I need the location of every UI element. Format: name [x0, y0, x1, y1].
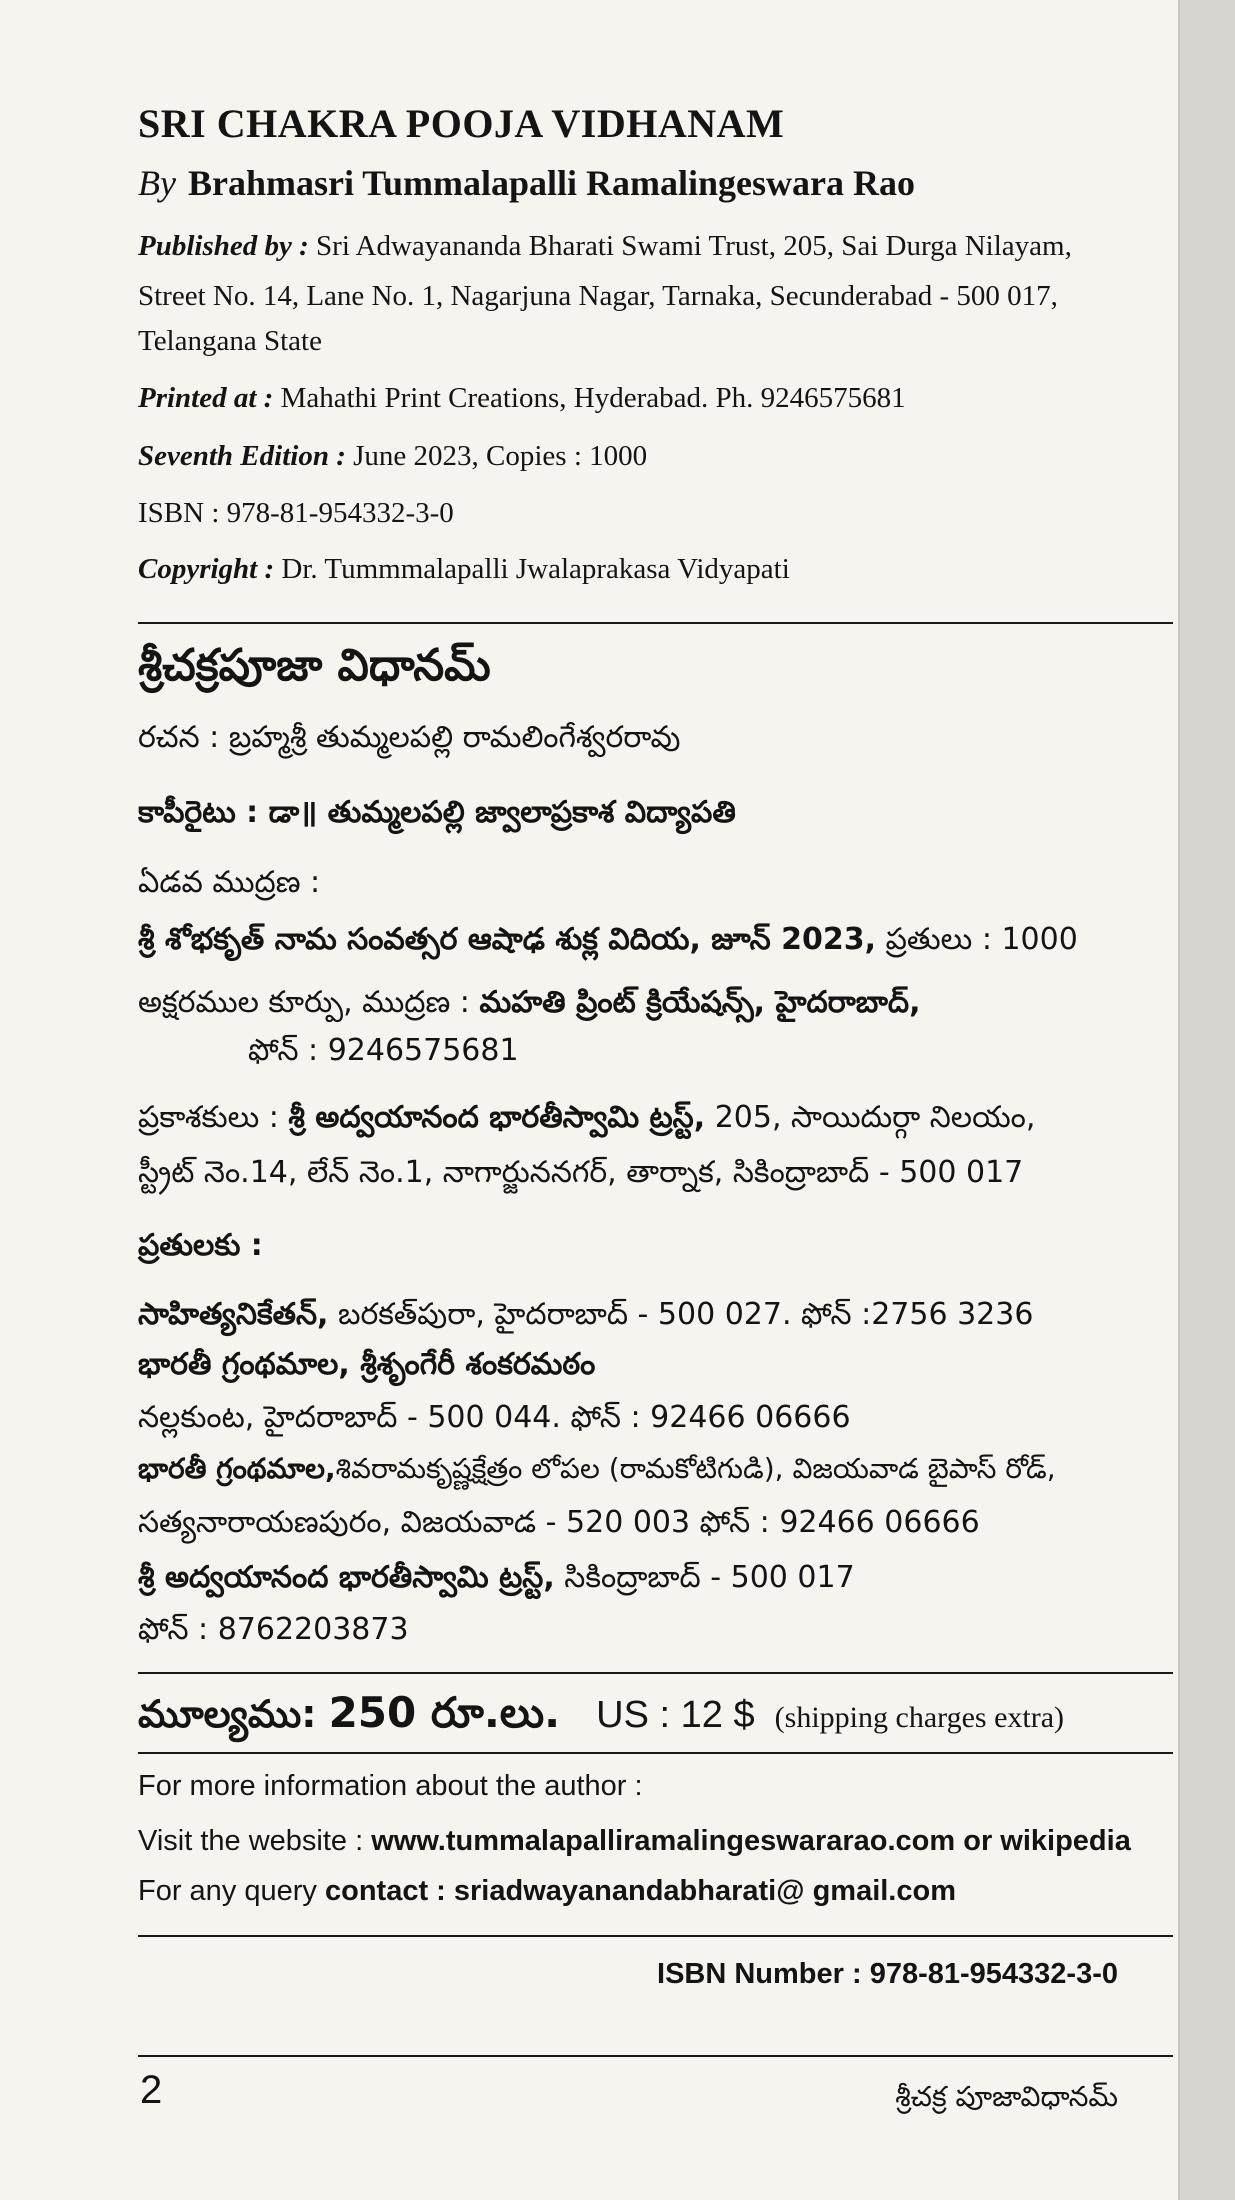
- published-state: Telangana State: [138, 325, 322, 357]
- divider: [138, 2055, 1173, 2057]
- website-url: www.tummalapalliramalingeswararao.com or wikipedia: [371, 1825, 1131, 1857]
- divider: [138, 1935, 1173, 1937]
- published-value: Sri Adwayananda Bharati Swami Trust, 205, Sai Durga Nilayam,: [316, 230, 1072, 262]
- price-line: [138, 1688, 1064, 1748]
- distributor-4: [138, 1560, 855, 1602]
- telugu-edition-label: ఏడవ ముద్రణ :: [138, 865, 321, 900]
- telugu-copies-heading: [138, 1228, 263, 1270]
- distributor-1-address: బరకత్‌పురా, హైదరాబాద్ - 500 027. ఫోన్ :2756 3236: [337, 1297, 1034, 1332]
- isbn-line: ISBN : 978-81-954332-3-0: [138, 497, 454, 529]
- divider: [138, 1752, 1173, 1754]
- running-title: శ్రీచక్ర పూజావిధానమ్: [895, 2080, 1118, 2113]
- printed-line: [138, 382, 906, 415]
- contact-email: sriadwayanandabharati@ gmail.com: [453, 1875, 956, 1907]
- telugu-edition-date: శ్రీ శోభకృత్ నామ సంవత్సర ఆషాఢ శుక్ల విదియ, జూన్ 2023,: [138, 922, 877, 957]
- author-name: Brahmasri Tummalapalli Ramalingeswara Rao: [187, 163, 916, 203]
- telugu-title: శ్రీచక్రపూజా విధానమ్: [138, 640, 491, 691]
- telugu-author-line: రచన : బ్రహ్మశ్రీ తుమ్మలపల్లి రామలింగేశ్వరరావు: [138, 720, 681, 755]
- more-info-line: For more information about the author :: [138, 1770, 643, 1802]
- telugu-copyright-line: [138, 795, 736, 837]
- author-line: [138, 162, 915, 204]
- copies-heading: ప్రతులకు :: [138, 1228, 263, 1263]
- telugu-edition-line: [138, 922, 1078, 964]
- distributor-2-name: భారతీ గ్రంథమాల, శ్రీశృంగేరీ శంకరమఠం: [138, 1347, 596, 1382]
- distributor-4-name: శ్రీ అద్వయానంద భారతీస్వామి ట్రస్ట్,: [138, 1560, 555, 1595]
- english-title: SRI CHAKRA POOJA VIDHANAM: [138, 101, 785, 146]
- edition-label: Seventh Edition :: [138, 440, 346, 472]
- divider: [138, 622, 1173, 624]
- isbn-number: ISBN Number : 978-81-954332-3-0: [657, 1958, 1118, 1990]
- visit-label: Visit the website :: [138, 1825, 364, 1857]
- price-amount: 250 రూ.లు.: [328, 1688, 561, 1737]
- published-line: [138, 230, 1072, 263]
- edition-value: June 2023, Copies : 1000: [353, 440, 648, 472]
- printed-value: Mahathi Print Creations, Hyderabad. Ph. 9246575681: [280, 382, 906, 414]
- query-line: [138, 1875, 956, 1908]
- distributor-3-name: భారతీ గ్రంథమాల,: [138, 1452, 336, 1485]
- price-label: మూల్యము:: [138, 1692, 317, 1736]
- distributor-1: [138, 1297, 1033, 1339]
- distributor-4-phone: ఫోన్ : 8762203873: [138, 1612, 409, 1647]
- shipping-note: (shipping charges extra): [774, 1701, 1065, 1734]
- distributor-3: [138, 1452, 1056, 1492]
- published-label: Published by :: [138, 230, 309, 262]
- telugu-edition-copies: ప్రతులు : 1000: [885, 922, 1078, 957]
- telugu-publisher-address-2: స్ట్రీట్ నెం.14, లేన్ నెం.1, నాగార్జుననగర్, తార్నాక, సికింద్రాబాద్ - 500 017: [138, 1155, 1024, 1190]
- telugu-publisher-address: 205, సాయిదుర్గా నిలయం,: [714, 1100, 1036, 1135]
- distributor-1-name: సాహిత్యనికేతన్,: [138, 1297, 329, 1332]
- telugu-publisher-label: ప్రకాశకులు :: [138, 1100, 279, 1135]
- telugu-typeset-label: అక్షరముల కూర్పు, ముద్రణ :: [138, 985, 470, 1020]
- distributor-2: [138, 1347, 595, 1389]
- by-label: By: [138, 163, 176, 203]
- query-label: For any query: [138, 1875, 317, 1907]
- printed-label: Printed at :: [138, 382, 274, 414]
- price-usd: US : 12 $: [596, 1694, 755, 1736]
- distributor-3-address-2: సత్యనారాయణపురం, విజయవాడ - 520 003 ఫోన్ : 92466 06666: [138, 1505, 980, 1540]
- published-address: Street No. 14, Lane No. 1, Nagarjuna Nagar, Tarnaka, Secunderabad - 500 017,: [138, 280, 1058, 312]
- telugu-typeset-phone: ఫోన్ : 9246575681: [248, 1033, 519, 1068]
- edition-line: [138, 440, 647, 473]
- divider: [138, 1672, 1173, 1674]
- telugu-copyright: కాపీరైటు : డా॥ తుమ్మలపల్లి జ్వాలాప్రకాశ విద్యాపతి: [138, 795, 736, 830]
- contact-label: contact :: [324, 1875, 446, 1907]
- distributor-4-address: సికింద్రాబాద్ - 500 017: [564, 1560, 855, 1595]
- copyright-value: Dr. Tummmalapalli Jwalaprakasa Vidyapati: [281, 553, 790, 585]
- telugu-typeset-line: [138, 985, 921, 1027]
- copyright-label: Copyright :: [138, 553, 275, 585]
- copyright-line: [138, 553, 790, 586]
- website-line: [138, 1825, 1131, 1858]
- distributor-2-address: నల్లకుంట, హైదరాబాద్ - 500 044. ఫోన్ : 92466 06666: [138, 1400, 851, 1435]
- telugu-typeset-value: మహతి ప్రింట్ క్రియేషన్స్, హైదరాబాద్,: [479, 985, 921, 1020]
- telugu-publisher-name: శ్రీ అద్వయానంద భారతీస్వామి ట్రస్ట్,: [288, 1100, 706, 1135]
- distributor-3-address: శివరామకృష్ణక్షేత్రం లోపల (రామకోటిగుడి), విజయవాడ బైపాస్ రోడ్,: [335, 1452, 1056, 1485]
- page-number: 2: [140, 2068, 163, 2112]
- telugu-publisher-line: [138, 1100, 1035, 1142]
